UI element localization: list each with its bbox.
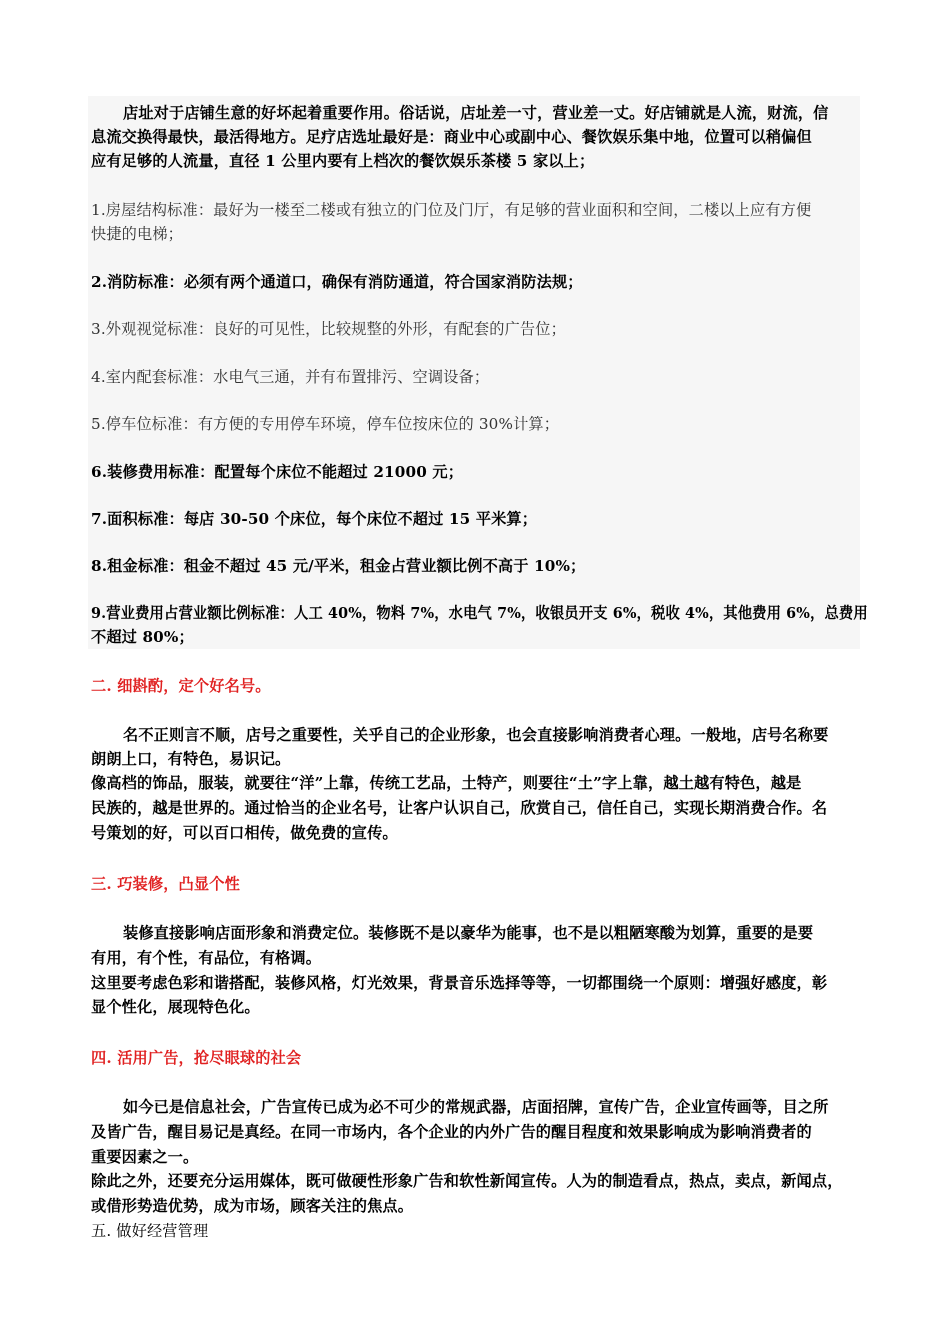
- section-4-line-1: 如今已是信息社会，广告宣传已成为必不可少的常规武器，店面招牌，宣传广告，企业宣传画等，目之所: [123, 1098, 829, 1116]
- standard-1-line-2: 快捷的电梯；: [91, 225, 184, 243]
- section-4-line-5: 或借形势造优势，成为市场，顾客关注的焦点。: [91, 1197, 414, 1215]
- intro-line-2: 息流交换得最快，最活得地方。足疗店选址最好是：商业中心或副中心、餐饮娱乐集中地，位置可以稍偏但: [91, 128, 812, 146]
- section-4-line-2: 及皆广告，醒目易记是真经。在同一市场内，各个企业的内外广告的醒目程度和效果影响成为影响消费者的: [91, 1123, 812, 1141]
- standard-9-line-1: 9.营业费用占营业额比例标准：人工 40%，物料 7%，水电气 7%，收银员开支 6%，税收 4%，其他费用 6%，总费用: [91, 604, 868, 622]
- section-4-line-4: 除此之外，还要充分运用媒体，既可做硬性形象广告和软性新闻宣传。人为的制造看点，热点，卖点，新闻点，: [91, 1172, 843, 1190]
- section-3-line-1: 装修直接影响店面形象和消费定位。装修既不是以豪华为能事，也不是以粗陋寒酸为划算，重要的是要: [123, 924, 814, 942]
- section-3-line-3: 这里要考虑色彩和谐搭配，装修风格，灯光效果，背景音乐选择等等，一切都围绕一个原则：增强好感度，彰: [91, 974, 828, 992]
- section-2-line-1: 名不正则言不顺，店号之重要性，关乎自己的企业形象，也会直接影响消费者心理。一般地，店号名称要: [123, 726, 829, 744]
- standard-6: 6.装修费用标准：配置每个床位不能超过 21000 元；: [91, 463, 464, 481]
- standard-4: 4.室内配套标准：水电气三通，并有布置排污、空调设备；: [91, 368, 490, 386]
- intro-line-3: 应有足够的人流量，直径 1 公里内要有上档次的餐饮娱乐茶楼 5 家以上；: [91, 152, 595, 170]
- section-4-line-3: 重要因素之一。: [91, 1148, 199, 1166]
- section-2-line-3: 像高档的饰品，服装，就要往“洋”上靠，传统工艺品，土特产，则要往“土”字上靠，越土越有特色，越是: [91, 774, 802, 792]
- section-2-heading: 二. 细斟酌，定个好名号。: [91, 677, 271, 695]
- section-3-line-4: 显个性化，展现特色化。: [91, 998, 260, 1016]
- standard-5: 5.停车位标准：有方便的专用停车环境，停车位按床位的 30%计算；: [91, 415, 560, 433]
- section-2-line-5: 号策划的好，可以百口相传，做免费的宣传。: [91, 824, 398, 842]
- section-3-line-2: 有用，有个性，有品位，有格调。: [91, 949, 322, 967]
- standard-7: 7.面积标准：每店 30-50 个床位，每个床位不超过 15 平米算；: [91, 510, 538, 528]
- standard-8: 8.租金标准：租金不超过 45 元/平米，租金占营业额比例不高于 10%；: [91, 557, 586, 575]
- section-5-heading: 五. 做好经营管理: [91, 1222, 209, 1240]
- standard-1-line-1: 1.房屋结构标准：最好为一楼至二楼或有独立的门位及门厅，有足够的营业面积和空间，二楼以上应有方便: [91, 201, 812, 219]
- section-3-heading: 三. 巧装修，凸显个性: [91, 875, 240, 893]
- intro-line-1: 店址对于店铺生意的好坏起着重要作用。俗话说，店址差一寸，营业差一丈。好店铺就是人流，财流，信: [123, 104, 829, 122]
- section-2-line-4: 民族的，越是世界的。通过恰当的企业名号，让客户认识自己，欣赏自己，信任自己，实现长期消费合作。名: [91, 799, 828, 817]
- standard-3: 3.外观视觉标准：良好的可见性，比较规整的外形，有配套的广告位；: [91, 320, 566, 338]
- standard-9-line-2: 不超过 80%；: [91, 628, 194, 646]
- section-4-heading: 四. 活用广告，抢尽眼球的社会: [91, 1049, 302, 1067]
- section-2-line-2: 朗朗上口，有特色，易识记。: [91, 750, 291, 768]
- standard-2: 2.消防标准：必须有两个通道口，确保有消防通道，符合国家消防法规；: [91, 273, 583, 291]
